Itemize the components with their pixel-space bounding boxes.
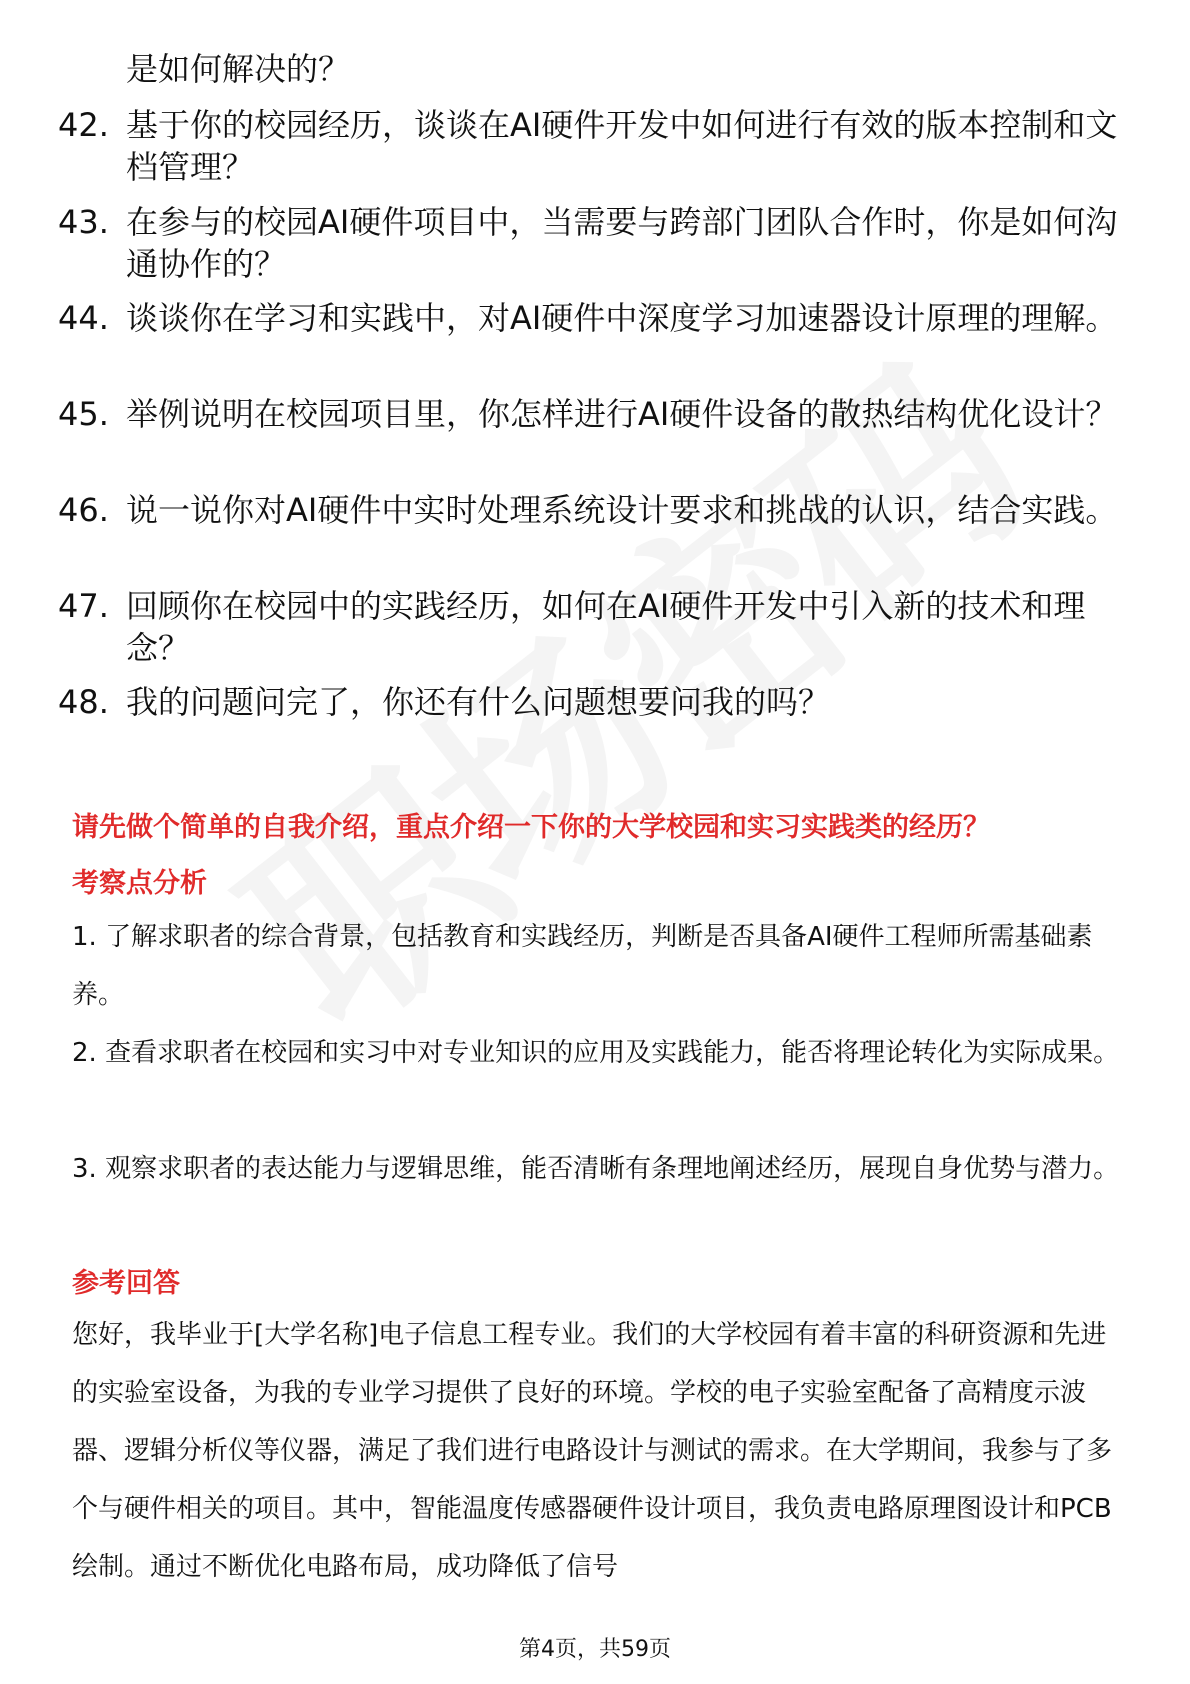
question-text: 谈谈你在学习和实践中，对AI硬件中深度学习加速器设计原理的理解。: [126, 299, 1118, 337]
question-number: 42.: [58, 106, 109, 144]
question-number: 44.: [58, 299, 109, 337]
page-footer: 第4页，共59页: [519, 1637, 671, 1662]
question-number: 43.: [58, 203, 109, 241]
question-48: [58, 681, 1118, 723]
question-text: 我的问题问完了，你还有什么问题想要问我的吗？: [126, 683, 831, 721]
analysis-point: 2. 查看求职者在校园和实习中对专业知识的应用及实践能力，能否将理论转化为实际成果。: [72, 1038, 1120, 1068]
question-text: 说一说你对AI硬件中实时处理系统设计要求和挑战的认识，结合实践。: [126, 491, 1118, 529]
question-41-continuation: [58, 48, 1118, 90]
question-text: 是如何解决的？: [126, 50, 351, 88]
highlight-question: 请先做个简单的自我介绍，重点介绍一下你的大学校园和实习实践类的经历？: [72, 812, 990, 843]
question-46: [58, 489, 1118, 531]
question-42: [58, 104, 1118, 188]
question-44: [58, 297, 1118, 339]
question-text: 基于你的校园经历，谈谈在AI硬件开发中如何进行有效的版本控制和文档管理？: [126, 106, 1118, 186]
question-47: [58, 585, 1118, 669]
question-text: 在参与的校园AI硬件项目中，当需要与跨部门团队合作时，你是如何沟通协作的？: [126, 203, 1118, 283]
question-45: [58, 393, 1118, 435]
question-text: 回顾你在校园中的实践经历，如何在AI硬件开发中引入新的技术和理念？: [126, 587, 1086, 667]
question-number: 46.: [58, 491, 109, 529]
question-number: 47.: [58, 587, 109, 625]
analysis-title: 考察点分析: [72, 868, 207, 899]
question-number: 48.: [58, 683, 109, 721]
question-text: 举例说明在校园项目里，你怎样进行AI硬件设备的散热结构优化设计？: [126, 395, 1118, 433]
answer-text: 您好，我毕业于[大学名称]电子信息工程专业。我们的大学校园有着丰富的科研资源和先进的实验室设备，为我的专业学习提供了良好的环境。学校的电子实验室配备了高精度示波器、逻辑分析仪等仪器，满足了我们进行电路设计与测试的需求。在大学期间，我参与了多个与硬件相关的项目。其中，智能温度传感器硬件设计项目，我负责电路原理图设计和PCB绘制。通过不断优化电路布局，成功降低了信号: [72, 1320, 1113, 1582]
analysis-point: 3. 观察求职者的表达能力与逻辑思维，能否清晰有条理地阐述经历，展现自身优势与潜力。: [72, 1154, 1120, 1184]
question-number: 45.: [58, 395, 109, 433]
question-43: [58, 201, 1118, 285]
answer-title: 参考回答: [72, 1268, 180, 1299]
analysis-point: 1. 了解求职者的综合背景，包括教育和实践经历，判断是否具备AI硬件工程师所需基础素养。: [72, 922, 1093, 1010]
